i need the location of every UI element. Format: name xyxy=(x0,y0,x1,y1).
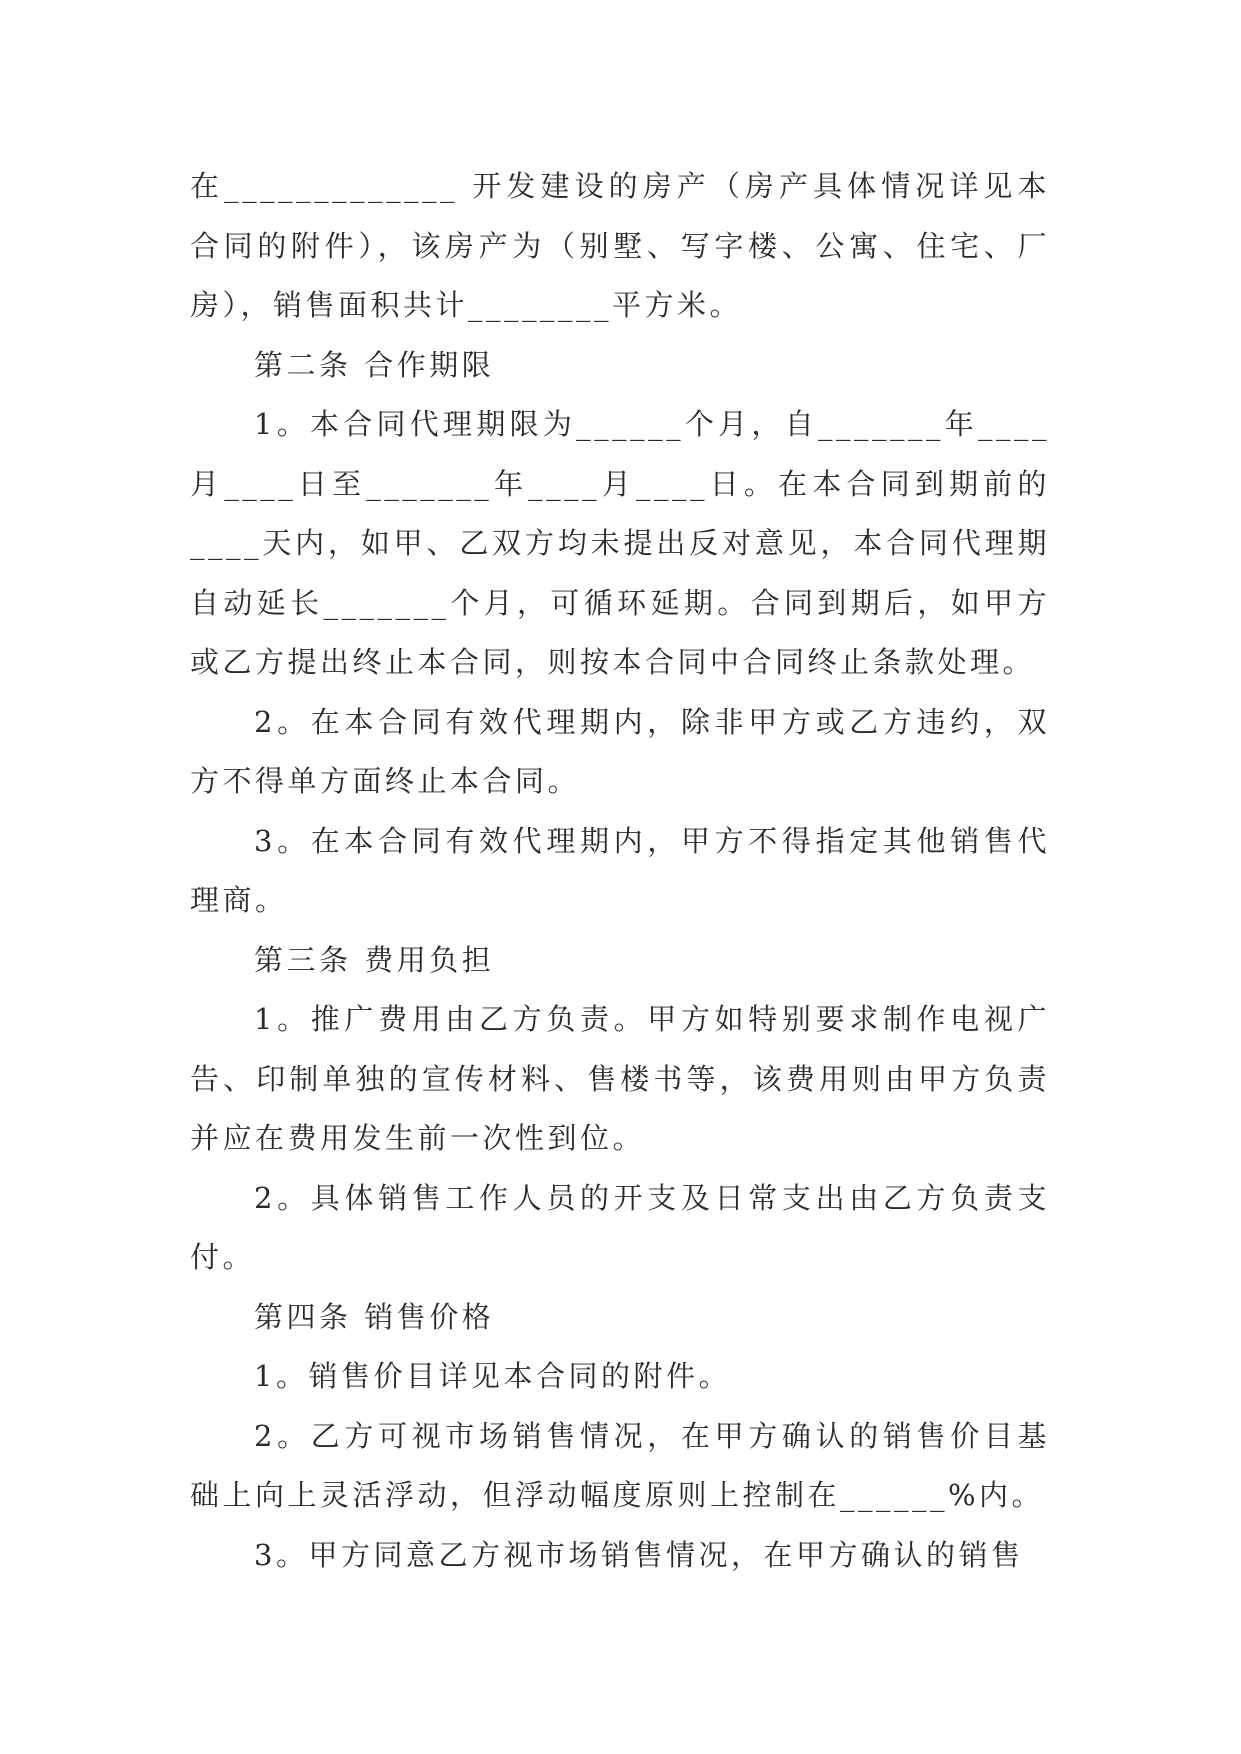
article-4-clause-2: 2。乙方可视市场销售情况，在甲方确认的销售价目基础上向上灵活浮动，但浮动幅度原则上控制在______%内。 xyxy=(190,1418,1050,1512)
article-2-clause-3: 3。在本合同有效代理期内，甲方不得指定其他销售代理商。 xyxy=(190,823,1050,917)
article-4-clause-1: 1。销售价目详见本合同的附件。 xyxy=(254,1359,731,1393)
article-4-clause-3: 3。甲方同意乙方视市场销售情况，在甲方确认的销售 xyxy=(254,1537,1024,1572)
article-3-heading: 第三条 费用负担 xyxy=(254,942,495,977)
article-2-clause-2: 2。在本合同有效代理期内，除非甲方或乙方违约，双方不得单方面终止本合同。 xyxy=(190,704,1050,798)
paragraph-property-description: 在_____________ 开发建设的房产（房产具体情况详见本合同的附件），该房产为（别墅、写字楼、公寓、住宅、厂房），销售面积共计________平方米。 xyxy=(190,169,1050,322)
article-3-clause-1: 1。推广费用由乙方负责。甲方如特别要求制作电视广告、印制单独的宣传材料、售楼书等，该费用则由甲方负责并应在费用发生前一次性到位。 xyxy=(190,1002,1050,1155)
article-2-clause-1: 1。本合同代理期限为______个月，自_______年____月____日至_______年____月____日。在本合同到期前的____天内，如甲、乙双方均未提出反对意见，本合同代理期自动延长_______个月，可循环延期。合同到期后，如甲方或乙方提出终止本合同，则按本合同中合同终止条款处理。 xyxy=(190,407,1050,679)
document-body xyxy=(190,157,1050,1585)
article-3-clause-2: 2。具体销售工作人员的开支及日常支出由乙方负责支付。 xyxy=(190,1180,1050,1274)
article-4-heading: 第四条 销售价格 xyxy=(254,1299,495,1334)
article-2-heading: 第二条 合作期限 xyxy=(254,347,495,382)
